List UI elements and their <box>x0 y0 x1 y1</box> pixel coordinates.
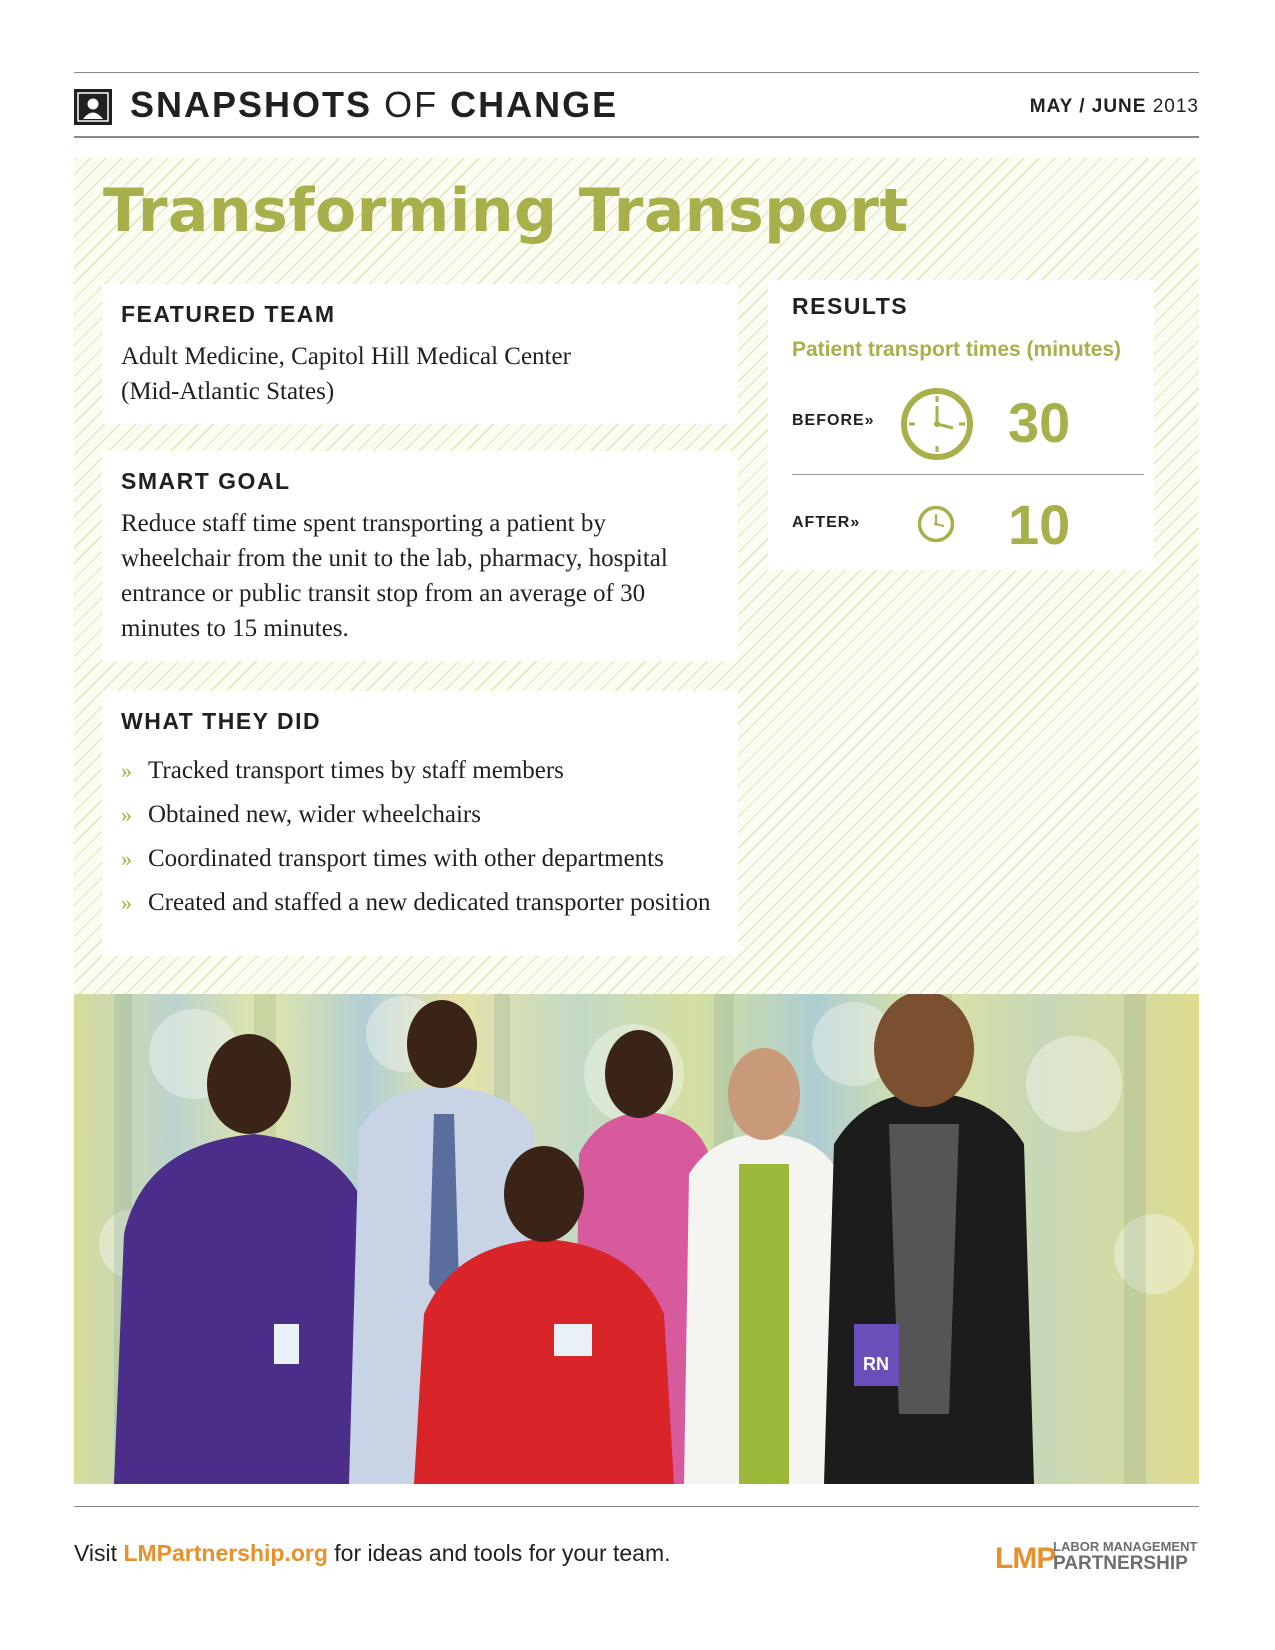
logo-mark: LMP <box>995 1542 1056 1575</box>
featured-team-box <box>102 284 738 424</box>
team-photo <box>74 994 1199 1484</box>
list-item: » Tracked transport times by staff members <box>121 753 721 788</box>
before-value: 30 <box>1008 391 1071 454</box>
list-item: » Created and staffed a new dedicated transporter position <box>121 885 721 920</box>
lmp-website-link[interactable]: LMPartnership.org <box>123 1540 328 1566</box>
issue-date: MAY / JUNE 2013 <box>1029 96 1199 117</box>
what-they-did-heading: WHAT THEY DID <box>121 708 322 734</box>
bullet-marker: » <box>121 758 132 783</box>
what-they-did-list <box>121 753 721 929</box>
rn-badge-text: RN <box>863 1354 889 1374</box>
bullet-marker: » <box>121 846 132 871</box>
smart-goal-box <box>102 451 738 661</box>
smart-goal-heading: SMART GOAL <box>121 468 291 494</box>
page-title: Transforming Transport <box>103 176 909 246</box>
list-item: » Obtained new, wider wheelchairs <box>121 797 721 832</box>
list-item: » Coordinated transport times with other departments <box>121 841 721 876</box>
person-icon <box>74 89 112 125</box>
header-bottom-rule <box>74 136 1199 138</box>
series-title: SNAPSHOTS OF CHANGE <box>130 84 619 125</box>
footer-rule <box>74 1506 1199 1507</box>
featured-team-line-1: Adult Medicine, Capitol Hill Medical Center <box>121 343 571 370</box>
before-label: BEFORE» <box>792 412 875 429</box>
lmp-logo <box>995 1535 1199 1575</box>
after-label: AFTER» <box>792 514 861 531</box>
clock-icon <box>916 504 956 544</box>
results-heading: RESULTS <box>792 293 909 319</box>
results-subheading: Patient transport times (minutes) <box>792 338 1122 361</box>
results-divider <box>792 474 1144 475</box>
after-value: 10 <box>1008 493 1071 556</box>
clock-icon <box>899 386 975 462</box>
featured-team-heading: FEATURED TEAM <box>121 301 336 327</box>
logo-line-2: PARTNERSHIP <box>1053 1553 1188 1574</box>
bullet-marker: » <box>121 802 132 827</box>
logo-line-1: LABOR MANAGEMENT <box>1053 1539 1198 1554</box>
smart-goal-text: Reduce staff time spent transporting a patient by wheelchair from the unit to the lab, pharmacy, hospital entrance or public transit stop from an average of 30 minutes to 15 minutes. <box>121 510 668 642</box>
header-top-rule <box>74 72 1199 73</box>
footer-text: Visit LMPartnership.org for ideas and tools for your team. <box>74 1540 671 1566</box>
what-they-did-box <box>102 691 738 956</box>
featured-team-line-2: (Mid-Atlantic States) <box>121 378 335 405</box>
bullet-marker: » <box>121 890 132 915</box>
